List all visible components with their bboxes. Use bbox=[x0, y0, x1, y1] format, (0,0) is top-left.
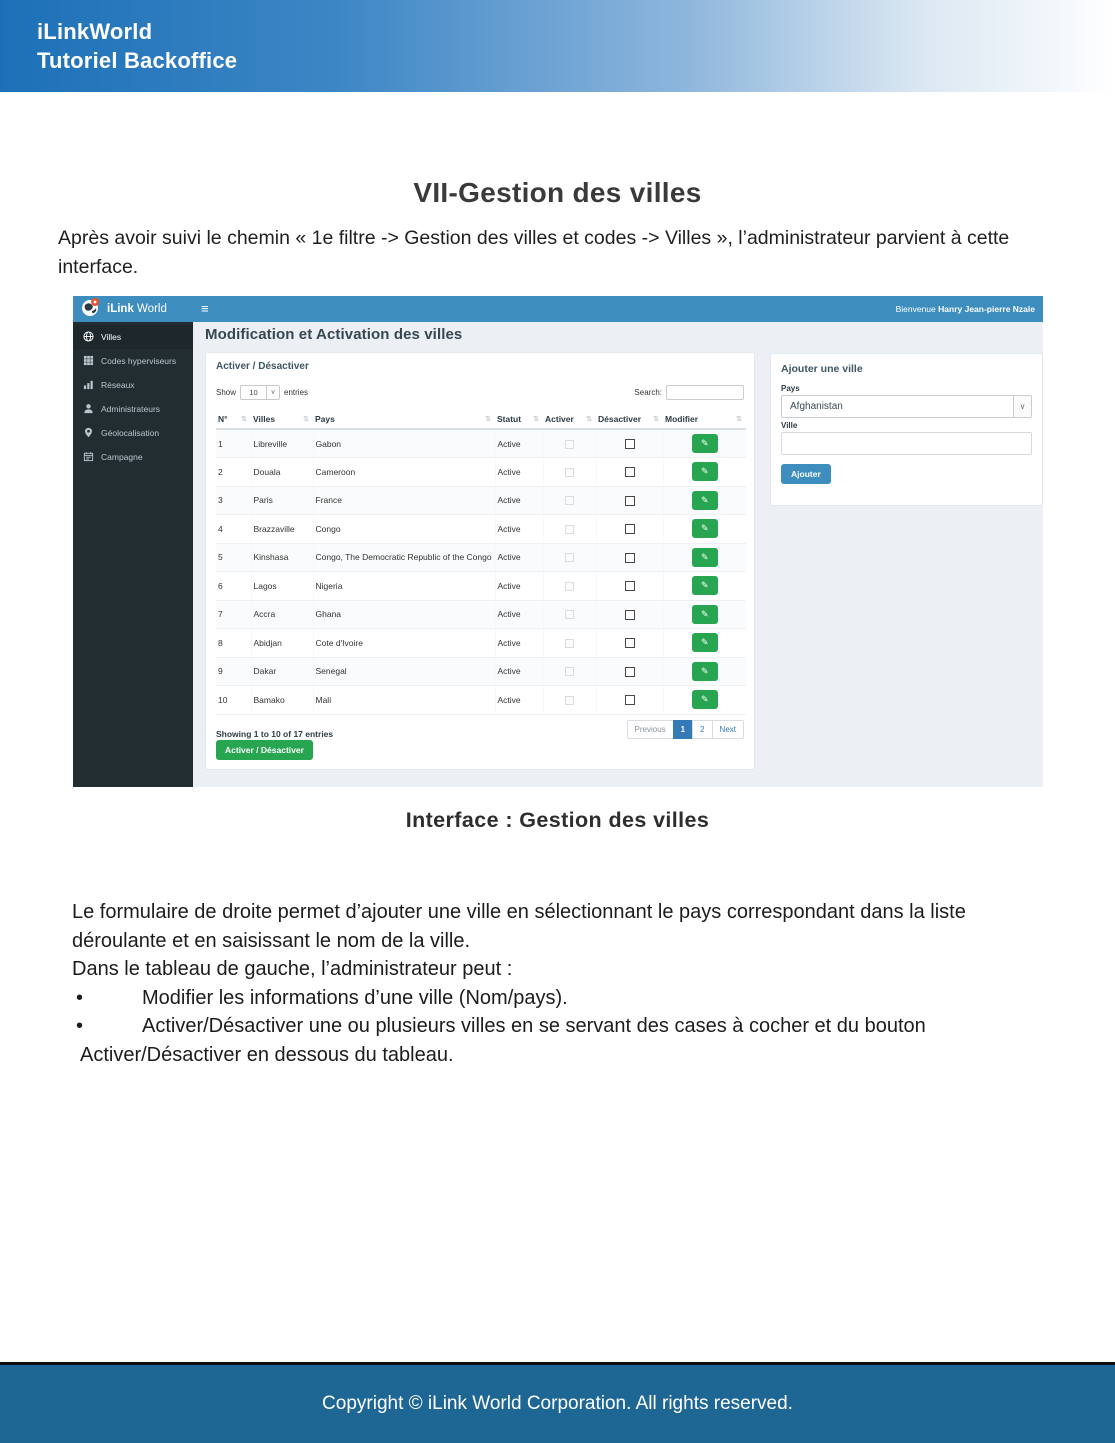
document-header bbox=[0, 0, 1115, 92]
hamburger-icon[interactable]: ≡ bbox=[201, 301, 209, 316]
table-row bbox=[216, 543, 746, 572]
table-row bbox=[216, 429, 746, 458]
body-paragraph-1: Le formulaire de droite permet d’ajouter une ville en sélectionnant le pays correspondant dans la liste déroulante et en saisissant le nom de la ville. bbox=[72, 901, 966, 952]
col-header-pays[interactable]: Pays ⇅ bbox=[313, 411, 495, 429]
bullet-item-2-continuation: Activer/Désactiver en dessous du tableau. bbox=[80, 1043, 454, 1066]
document-subtitle: Tutoriel Backoffice bbox=[37, 48, 238, 73]
pencil-icon: ✎ bbox=[700, 523, 709, 534]
page-size-select[interactable]: 10 ∨ bbox=[240, 385, 280, 400]
screenshot-caption: Interface : Gestion des villes bbox=[405, 808, 710, 832]
sidebar-item-administrateurs[interactable]: Administrateurs bbox=[73, 397, 193, 421]
bullet-icon: • bbox=[76, 986, 84, 1009]
pagination-previous[interactable]: Previous bbox=[627, 720, 674, 739]
edit-button[interactable] bbox=[692, 462, 718, 481]
cell-statut: Active bbox=[495, 572, 543, 601]
col-header-desactiver[interactable]: Désactiver ⇅ bbox=[596, 411, 663, 429]
pagination-page-2[interactable]: 2 bbox=[692, 720, 712, 739]
cell-pays: Cote d'Ivoire bbox=[313, 629, 495, 658]
pencil-icon: ✎ bbox=[700, 438, 709, 448]
activer-checkbox[interactable] bbox=[565, 610, 574, 619]
activer-checkbox[interactable] bbox=[565, 667, 574, 676]
pays-select[interactable] bbox=[781, 395, 1032, 418]
edit-button[interactable] bbox=[692, 605, 718, 624]
cell-ville: Paris bbox=[251, 486, 313, 515]
cell-pays: Nigeria bbox=[313, 572, 495, 601]
cell-statut: Active bbox=[495, 486, 543, 515]
map-marker-icon bbox=[83, 427, 94, 440]
cell-statut: Active bbox=[495, 515, 543, 544]
ville-label: Ville bbox=[781, 421, 798, 430]
table-footer bbox=[206, 715, 754, 743]
cell-pays: France bbox=[313, 486, 495, 515]
cell-num: 5 bbox=[216, 543, 251, 572]
cell-ville: Douala bbox=[251, 458, 313, 487]
pagination-page-1[interactable]: 1 bbox=[673, 720, 693, 739]
edit-button[interactable] bbox=[692, 633, 718, 652]
cell-ville: Libreville bbox=[251, 429, 313, 458]
entries-label: entries bbox=[284, 388, 309, 397]
cell-statut: Active bbox=[495, 686, 543, 715]
cell-pays: Cameroon bbox=[313, 458, 495, 487]
cell-ville: Kinshasa bbox=[251, 543, 313, 572]
cell-pays: Congo bbox=[313, 515, 495, 544]
cell-num: 1 bbox=[216, 429, 251, 458]
desactiver-checkbox[interactable] bbox=[625, 695, 635, 705]
sidebar-item-campagne[interactable]: Campagne bbox=[73, 445, 193, 469]
activer-checkbox[interactable] bbox=[565, 496, 574, 505]
cell-pays: Mali bbox=[313, 686, 495, 715]
activer-checkbox[interactable] bbox=[565, 639, 574, 648]
body-text bbox=[72, 898, 1047, 1069]
desactiver-checkbox[interactable] bbox=[625, 610, 635, 620]
sort-icon: ⇅ bbox=[241, 416, 247, 423]
desactiver-checkbox[interactable] bbox=[625, 638, 635, 648]
cell-statut: Active bbox=[495, 458, 543, 487]
edit-button[interactable] bbox=[692, 519, 718, 538]
sidebar-item-reseaux[interactable]: Réseaux bbox=[73, 373, 193, 397]
table-row bbox=[216, 572, 746, 601]
desactiver-checkbox[interactable] bbox=[625, 553, 635, 563]
col-header-num[interactable]: N° ⇅ bbox=[216, 411, 251, 429]
cell-statut: Active bbox=[495, 629, 543, 658]
table-controls bbox=[206, 380, 754, 405]
welcome-text: Bienvenue Hanry Jean-pierre Nzale bbox=[895, 304, 1035, 314]
cell-num: 4 bbox=[216, 515, 251, 544]
table-row bbox=[216, 458, 746, 487]
ville-input[interactable] bbox=[781, 432, 1032, 455]
document-brand: iLinkWorld bbox=[37, 19, 153, 44]
activer-checkbox[interactable] bbox=[565, 553, 574, 562]
sort-icon: ⇅ bbox=[485, 416, 491, 423]
cell-num: 2 bbox=[216, 458, 251, 487]
activer-checkbox[interactable] bbox=[565, 525, 574, 534]
pagination bbox=[628, 720, 744, 739]
copyright-text: Copyright © iLink World Corporation. All rights reserved. bbox=[322, 1393, 793, 1414]
show-label: Show bbox=[216, 388, 237, 397]
table-row bbox=[216, 600, 746, 629]
cell-ville: Dakar bbox=[251, 657, 313, 686]
table-row bbox=[216, 686, 746, 715]
globe-pin-logo-icon bbox=[81, 297, 101, 322]
villes-table bbox=[216, 411, 746, 715]
bar-chart-icon bbox=[83, 379, 94, 392]
cell-statut: Active bbox=[495, 429, 543, 458]
pencil-icon: ✎ bbox=[700, 580, 709, 591]
table-row bbox=[216, 486, 746, 515]
body-paragraph-2: Dans le tableau de gauche, l’administrateur peut : bbox=[72, 958, 513, 980]
cell-pays: Gabon bbox=[313, 429, 495, 458]
table-row bbox=[216, 657, 746, 686]
bullet-item-2: • Activer/Désactiver une ou plusieurs villes en se servant des cases à cocher et du bouton bbox=[72, 1012, 1047, 1041]
desactiver-checkbox[interactable] bbox=[625, 581, 635, 591]
cell-ville: Accra bbox=[251, 600, 313, 629]
app-screenshot bbox=[73, 296, 1043, 787]
globe-icon bbox=[83, 331, 94, 344]
sidebar-item-villes[interactable]: Villes bbox=[73, 325, 193, 349]
activer-checkbox[interactable] bbox=[565, 440, 574, 449]
cell-pays: Ghana bbox=[313, 600, 495, 629]
sort-icon: ⇅ bbox=[533, 416, 539, 423]
page-title: VII-Gestion des villes bbox=[413, 177, 702, 208]
col-header-activer[interactable]: Activer ⇅ bbox=[543, 411, 596, 429]
col-header-modifier[interactable]: Modifier ⇅ bbox=[663, 411, 746, 429]
desactiver-checkbox[interactable] bbox=[625, 667, 635, 677]
cell-ville: Brazzaville bbox=[251, 515, 313, 544]
document-footer bbox=[0, 1362, 1115, 1443]
activer-checkbox[interactable] bbox=[565, 696, 574, 705]
sort-icon: ⇅ bbox=[586, 416, 592, 423]
col-header-villes[interactable]: Villes ⇅ bbox=[251, 411, 313, 429]
grid-icon bbox=[83, 355, 94, 368]
cell-pays: Congo, The Democratic Republic of the Congo bbox=[313, 543, 495, 572]
pays-selected-value: Afghanistan bbox=[790, 401, 843, 412]
user-icon bbox=[83, 403, 94, 416]
cell-pays: Senegal bbox=[313, 657, 495, 686]
calendar-icon bbox=[83, 451, 94, 464]
cell-num: 6 bbox=[216, 572, 251, 601]
search-label: Search: bbox=[634, 388, 662, 397]
desactiver-checkbox[interactable] bbox=[625, 439, 635, 449]
edit-button[interactable] bbox=[692, 548, 718, 567]
intro-paragraph: Après avoir suivi le chemin « 1e filtre -> Gestion des villes et codes -> Villes », l’administrateur parvient à cette interface. bbox=[58, 227, 1010, 278]
desactiver-checkbox[interactable] bbox=[625, 467, 635, 477]
chevron-down-icon: ∨ bbox=[1013, 396, 1031, 417]
table-row bbox=[216, 515, 746, 544]
cell-num: 3 bbox=[216, 486, 251, 515]
cell-statut: Active bbox=[495, 543, 543, 572]
content-title: Modification et Activation des villes bbox=[205, 326, 463, 343]
ajouter-button[interactable]: Ajouter bbox=[781, 464, 831, 484]
chevron-down-icon: ∨ bbox=[266, 386, 279, 399]
edit-button[interactable] bbox=[692, 662, 718, 681]
edit-button[interactable] bbox=[692, 576, 718, 595]
sort-icon: ⇅ bbox=[736, 416, 742, 423]
edit-button[interactable] bbox=[692, 434, 718, 453]
search-input[interactable] bbox=[666, 385, 744, 400]
cell-num: 7 bbox=[216, 600, 251, 629]
edit-button[interactable] bbox=[692, 690, 718, 709]
form-title: Ajouter une ville bbox=[781, 363, 863, 375]
activer-desactiver-panel bbox=[205, 352, 755, 770]
app-sidebar bbox=[73, 322, 193, 787]
cell-num: 9 bbox=[216, 657, 251, 686]
cell-ville: Abidjan bbox=[251, 629, 313, 658]
desactiver-checkbox[interactable] bbox=[625, 524, 635, 534]
cell-num: 10 bbox=[216, 686, 251, 715]
pagination-next[interactable]: Next bbox=[712, 720, 744, 739]
ajouter-ville-panel bbox=[770, 353, 1043, 506]
col-header-statut[interactable]: Statut ⇅ bbox=[495, 411, 543, 429]
bullet-item-1: • Modifier les informations d’une ville (Nom/pays). bbox=[72, 984, 1047, 1013]
app-logo[interactable] bbox=[73, 296, 193, 322]
cell-num: 8 bbox=[216, 629, 251, 658]
cell-statut: Active bbox=[495, 657, 543, 686]
activer-checkbox[interactable] bbox=[565, 582, 574, 591]
desactiver-checkbox[interactable] bbox=[625, 496, 635, 506]
pencil-icon: ✎ bbox=[700, 665, 709, 676]
sort-icon: ⇅ bbox=[653, 416, 659, 423]
bullet-icon: • bbox=[76, 1015, 84, 1037]
table-row bbox=[216, 629, 746, 658]
edit-button[interactable] bbox=[692, 491, 718, 510]
cell-ville: Lagos bbox=[251, 572, 313, 601]
activer-desactiver-button[interactable]: Activer / Désactiver bbox=[216, 740, 313, 760]
entries-summary: Showing 1 to 10 of 17 entries bbox=[216, 728, 334, 739]
pays-label: Pays bbox=[781, 384, 800, 393]
pencil-icon: ✎ bbox=[700, 494, 709, 505]
panel-title: Activer / Désactiver bbox=[216, 361, 309, 372]
app-brand: iLink World bbox=[107, 303, 167, 315]
pencil-icon: ✎ bbox=[700, 694, 709, 705]
sidebar-item-geolocalisation[interactable]: Géolocalisation bbox=[73, 421, 193, 445]
activer-checkbox[interactable] bbox=[565, 468, 574, 477]
pencil-icon: ✎ bbox=[700, 466, 709, 477]
pencil-icon: ✎ bbox=[700, 608, 709, 619]
sort-icon: ⇅ bbox=[303, 416, 309, 423]
table-header-row bbox=[216, 411, 746, 429]
sidebar-item-codes-hyperviseurs[interactable]: Codes hyperviseurs bbox=[73, 349, 193, 373]
cell-statut: Active bbox=[495, 600, 543, 629]
cell-ville: Bamako bbox=[251, 686, 313, 715]
pencil-icon: ✎ bbox=[700, 551, 709, 562]
pencil-icon: ✎ bbox=[700, 637, 709, 648]
